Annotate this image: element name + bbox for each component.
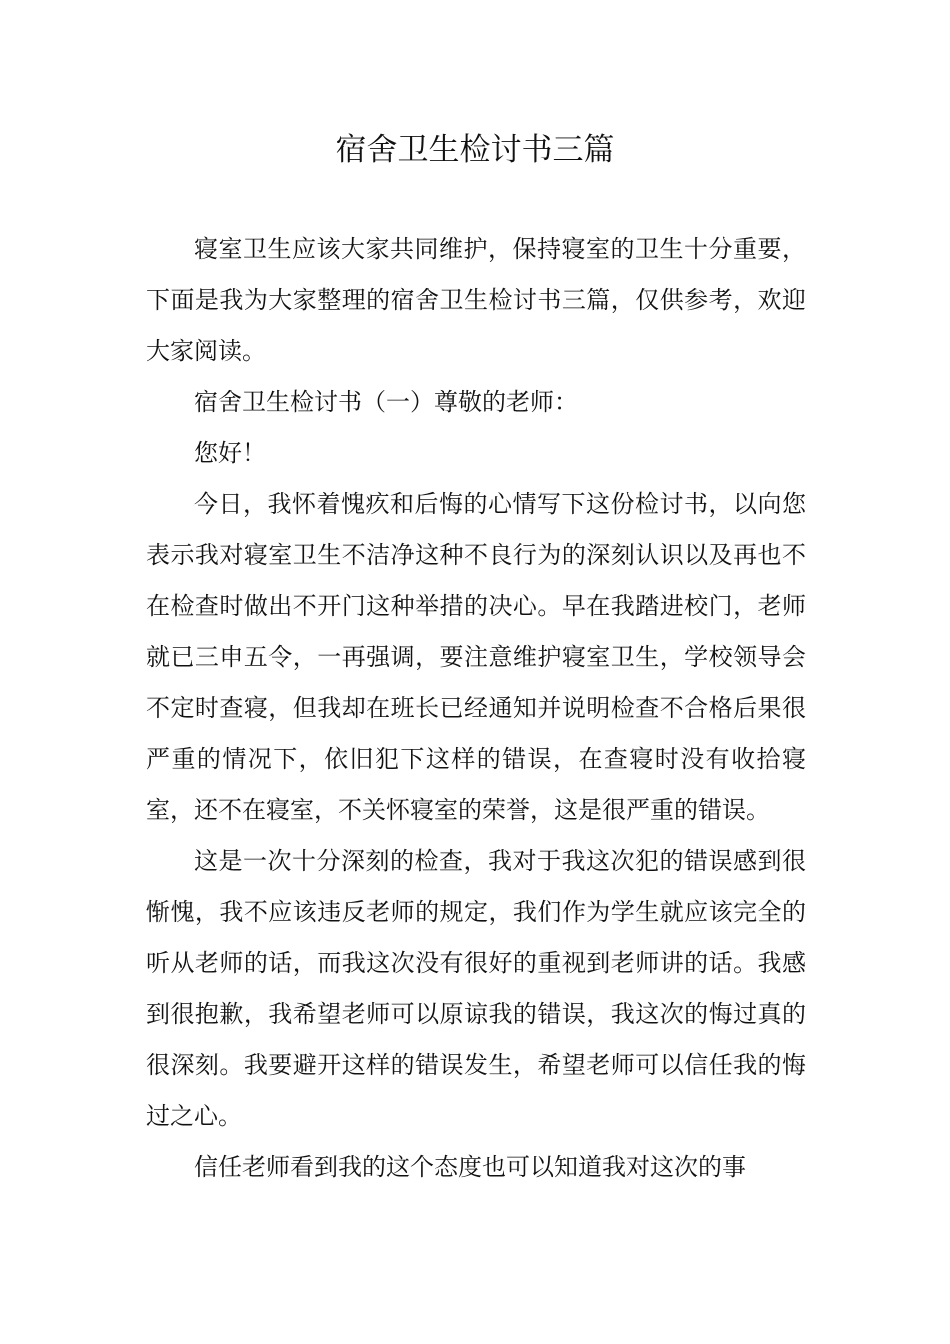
- paragraph-body-2: 这是一次十分深刻的检查，我对于我这次犯的错误感到很惭愧，我不应该违反老师的规定，我们作为学生就应该完全的听从老师的话，而我这次没有很好的重视到老师讲的话。我感到很抱歉，我希望老师可以原谅我的错误，我这次的悔过真的很深刻。我要避开这样的错误发生，希望老师可以信任我的悔过之心。: [146, 847, 806, 1130]
- paragraph-body-3: 信任老师看到我的这个态度也可以知道我对这次的事: [194, 1153, 746, 1181]
- paragraph-heading-salutation: 宿舍卫生检讨书（一）尊敬的老师：: [194, 388, 578, 416]
- document-title: 宿舍卫生检讨书三篇: [335, 132, 615, 168]
- paragraph-body-1: 今日，我怀着愧疚和后悔的心情写下这份检讨书，以向您表示我对寝室卫生不洁净这种不良行为的深刻认识以及再也不在检查时做出不开门这种举措的决心。早在我踏进校门，老师就已三申五令，一再强调，要注意维护寝室卫生，学校领导会不定时查寝，但我却在班长已经通知并说明检查不合格后果很严重的情况下，依旧犯下这样的错误，在查寝时没有收拾寝室，还不在寝室，不关怀寝室的荣誉，这是很严重的错误。: [146, 490, 806, 824]
- document-body: [146, 224, 806, 1193]
- paragraph-intro: 寝室卫生应该大家共同维护，保持寝室的卫生十分重要，下面是我为大家整理的宿舍卫生检讨书三篇，仅供参考，欢迎大家阅读。: [146, 235, 806, 365]
- paragraph-greeting: 您好！: [194, 439, 266, 467]
